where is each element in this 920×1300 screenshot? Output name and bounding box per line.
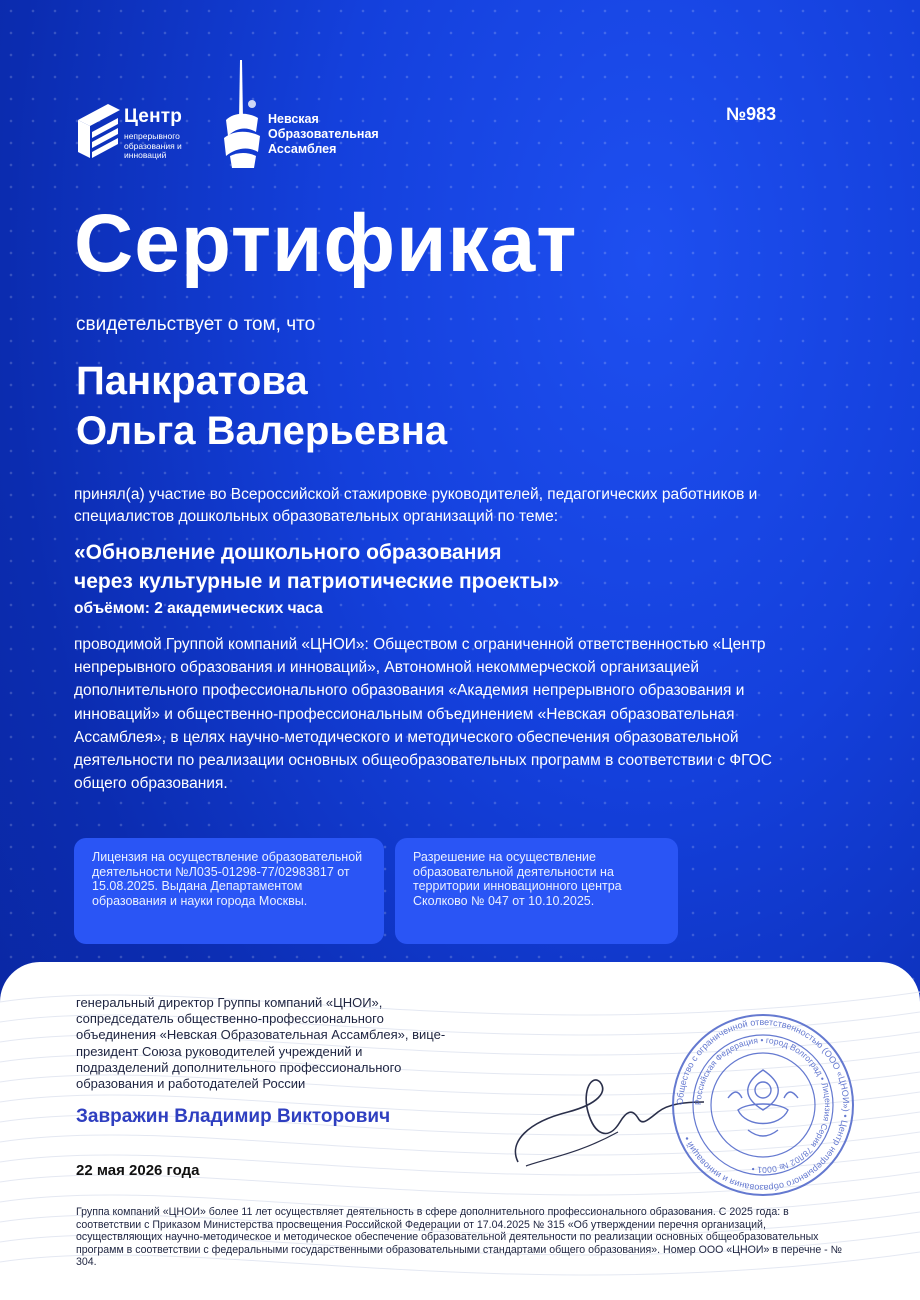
certificate-title: Сертификат	[74, 198, 578, 289]
stamp-emblem-icon	[728, 1070, 798, 1136]
stamp-inner-text: Российская Федерация • город Волгоград • Лицензия Серия 78Л02 № 0001 •	[692, 1034, 834, 1176]
organizer-text: проводимой Группой компаний «ЦНОИ»: Обществом с ограниченной ответственностью «Центр непрерывного образования и инноваций», Автономной некоммерческой организацией дополнительного профессионального образования «Академия непрерывного образования и инноваций» и общественно-профессиональным объединением «Невская образовательная Ассамблея», в целях научно-методического и методического обеспечения образовательной деятельности по реализации основных общеобразовательных программ в соответствии с ФГОС общего образования.	[74, 636, 772, 793]
spire-icon	[220, 60, 264, 170]
certificate-number: №983	[726, 104, 777, 124]
nevskaya-logo	[220, 60, 420, 170]
footer-note: Группа компаний «ЦНОИ» более 11 лет осуществляет деятельность в сфере дополнительного профессионального образования. С 2025 года: в соответствии с Приказом Министерства просвещения Российской Федерации от 17.04.2025 № 315 «Об утверждении перечня организаций, осуществляющих научно-методическое и методическое обеспечение образовательной деятельности по реализации основных общеобразовательных программ в соответствии с федеральными государственными образовательными стандартами общего образования». Номер ООО «ЦНОИ» в перечне - № 304.	[76, 1206, 843, 1269]
issue-date: 22 мая 2026 года	[76, 1162, 200, 1179]
permit-box: Разрешение на осуществление образовательной деятельности на территории инновационного центра Сколково № 047 от 10.10.2025.	[395, 838, 678, 944]
topic-line-1: «Обновление дошкольного образования	[74, 541, 502, 564]
signer-role: генеральный директор Группы компаний «ЦНОИ», сопредседатель общественно-профессионального объединения «Невская Образовательная Ассамблея», вице-президент Союза руководителей учреждений и подразделений дополнительного профессионального образования и работодателей России	[76, 995, 446, 1092]
cnoi-logo	[78, 100, 228, 164]
witness-text: свидетельствует о том, что	[76, 314, 316, 335]
nevskaya-logo-text: Невская Образовательная Ассамблея	[268, 112, 379, 156]
license-box: Лицензия на осуществление образовательной деятельности №Л035-01298-77/02983817 от 15.08.2025. Выдана Департаментом образования и науки города Москвы.	[74, 838, 384, 944]
volume-text: объёмом: 2 академических часа	[74, 600, 323, 617]
topic-line-2: через культурные и патриотические проекты»	[74, 570, 560, 593]
cnoi-logo-icon	[78, 102, 120, 160]
topic-title	[74, 538, 794, 596]
recipient-surname: Панкратова	[76, 359, 308, 403]
cnoi-logo-subtitle: непрерывного образования и инноваций	[124, 131, 182, 160]
signer-name: Завражин Владимир Викторович	[76, 1106, 391, 1127]
stamp-ring-text: Общество с ограниченной ответственностью (ООО «ЦНОИ») • Центр непрерывного образования и инноваций •	[674, 1016, 852, 1194]
recipient-name	[76, 356, 447, 456]
official-stamp	[668, 1010, 858, 1200]
cnoi-logo-name: Центр	[124, 106, 183, 127]
participation-text: принял(а) участие во Всероссийской стажировке руководителей, педагогических работников и специалистов дошкольных образовательных организаций по теме:	[74, 486, 758, 525]
recipient-given-name: Ольга Валерьевна	[76, 409, 448, 453]
